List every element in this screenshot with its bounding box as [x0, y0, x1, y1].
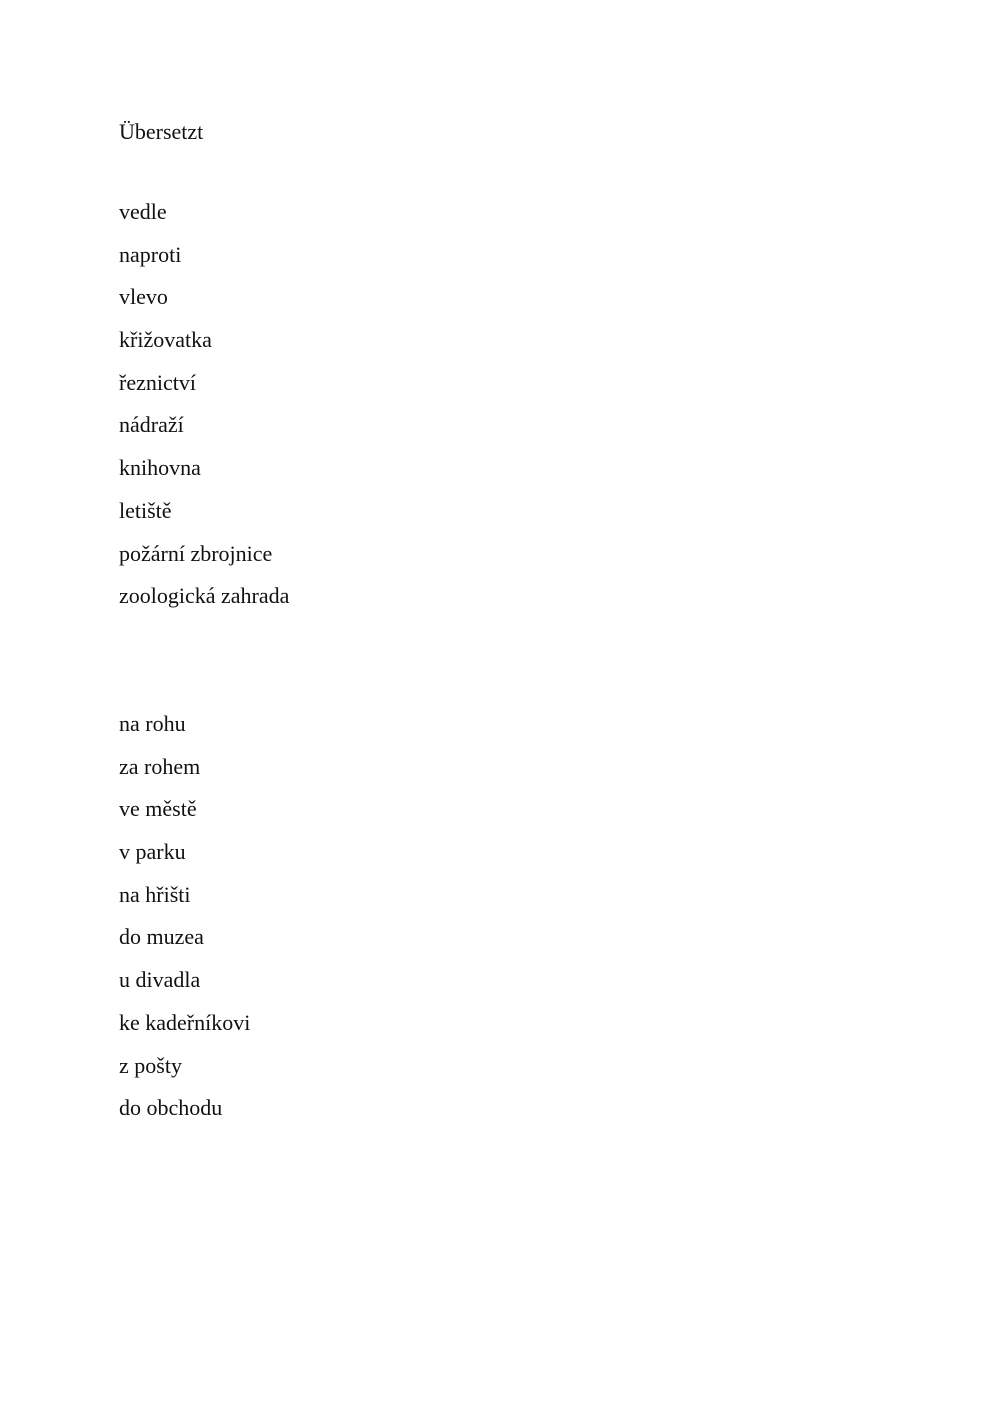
word-list-vocabulary: [119, 197, 289, 624]
list-item: křižovatka: [119, 327, 212, 353]
list-item: nádraží: [119, 412, 184, 438]
list-item: za rohem: [119, 753, 201, 779]
page-title: Übersetzt: [119, 119, 204, 144]
list-item: letiště: [119, 497, 172, 523]
list-item: na hřišti: [119, 881, 191, 907]
list-item: ke kadeřníkovi: [119, 1009, 251, 1035]
list-item: vedle: [119, 199, 167, 224]
list-item: požární zbrojnice: [119, 540, 273, 566]
list-item: naproti: [119, 241, 182, 267]
list-item: do obchodu: [119, 1095, 223, 1121]
list-item: do muzea: [119, 924, 204, 950]
list-item: v parku: [119, 839, 186, 865]
word-list-phrases: [119, 709, 250, 1136]
list-item: vlevo: [119, 284, 168, 310]
list-item: u divadla: [119, 967, 201, 993]
list-item: zoologická zahrada: [119, 583, 290, 609]
list-item: na rohu: [119, 711, 186, 736]
list-item: z pošty: [119, 1052, 182, 1078]
list-item: knihovna: [119, 455, 201, 481]
list-item: ve městě: [119, 796, 197, 822]
list-item: řeznictví: [119, 369, 196, 395]
